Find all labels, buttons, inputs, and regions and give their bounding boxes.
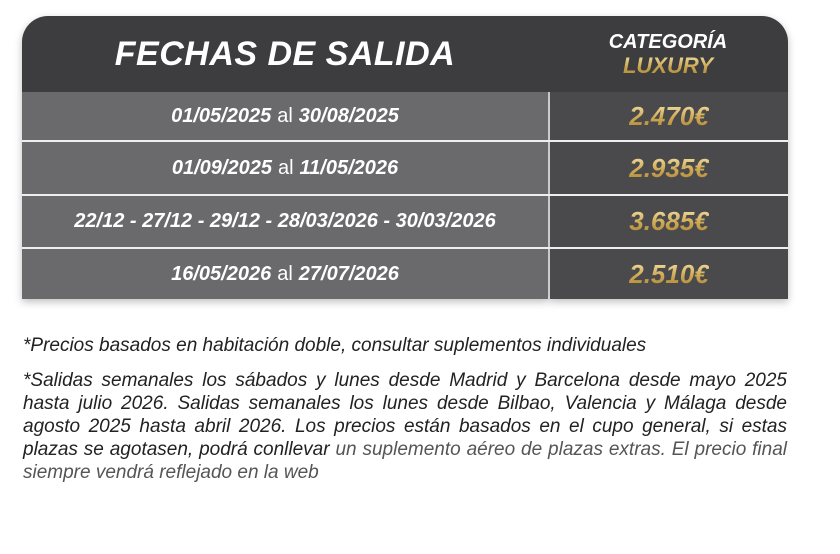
table-header: [22, 16, 788, 92]
table-row: [22, 247, 788, 299]
date-from: 01/05/2025: [171, 104, 272, 127]
date-cell: [22, 92, 548, 140]
price-cell: [550, 142, 788, 194]
dates-column-title: FECHAS DE SALIDA: [114, 34, 456, 73]
price-value: 3.685€: [629, 206, 709, 236]
date-from: 16/05/2026: [171, 262, 272, 285]
price-value: 2.935€: [629, 152, 709, 183]
footnote-departures: [23, 369, 787, 484]
price-cell: [550, 92, 788, 140]
date-list: 22/12 - 27/12 - 29/12 - 28/03/2026 - 30/03/2026: [74, 210, 496, 232]
price-table: [22, 16, 788, 299]
date-from: 01/09/2025: [171, 156, 272, 179]
date-to: 27/07/2026: [298, 262, 399, 285]
category-value: LUXURY: [548, 54, 788, 78]
date-cell: [22, 142, 548, 194]
table-row: [22, 140, 788, 194]
date-separator: al: [277, 156, 294, 179]
footnotes: [23, 334, 787, 496]
category-column-title: [548, 30, 788, 78]
footnote-departures-main: *Salidas semanales los sábados y lunes desde Madrid y Barcelona desde mayo 2025 hasta julio 2026. Salidas semanales los lunes desde Bilbao, Valencia y Málaga desde agosto 2025 hasta abril 2026. Los precios están basados en el cupo general, si estas plazas se agotasen, podrá conllevar: [23, 370, 787, 460]
date-separator: al: [277, 262, 293, 285]
table-row: [22, 92, 788, 140]
category-label: CATEGORÍA: [608, 31, 728, 53]
date-cell: [22, 249, 548, 299]
date-separator: al: [277, 104, 293, 127]
price-cell: [550, 196, 788, 247]
table-row: [22, 194, 788, 247]
price-value: 2.510€: [629, 258, 709, 289]
footnote-single-room: *Precios basados en habitación doble, consultar suplementos individuales: [23, 335, 647, 356]
price-cell: [550, 249, 788, 299]
price-value: 2.470€: [629, 100, 709, 131]
date-cell: [22, 196, 548, 247]
footnote-departures-end: un suplemento aéreo de plazas extras. El precio final siempre vendrá reflejado en la web: [23, 439, 787, 483]
date-to: 11/05/2026: [299, 156, 399, 179]
date-to: 30/08/2025: [298, 104, 399, 127]
